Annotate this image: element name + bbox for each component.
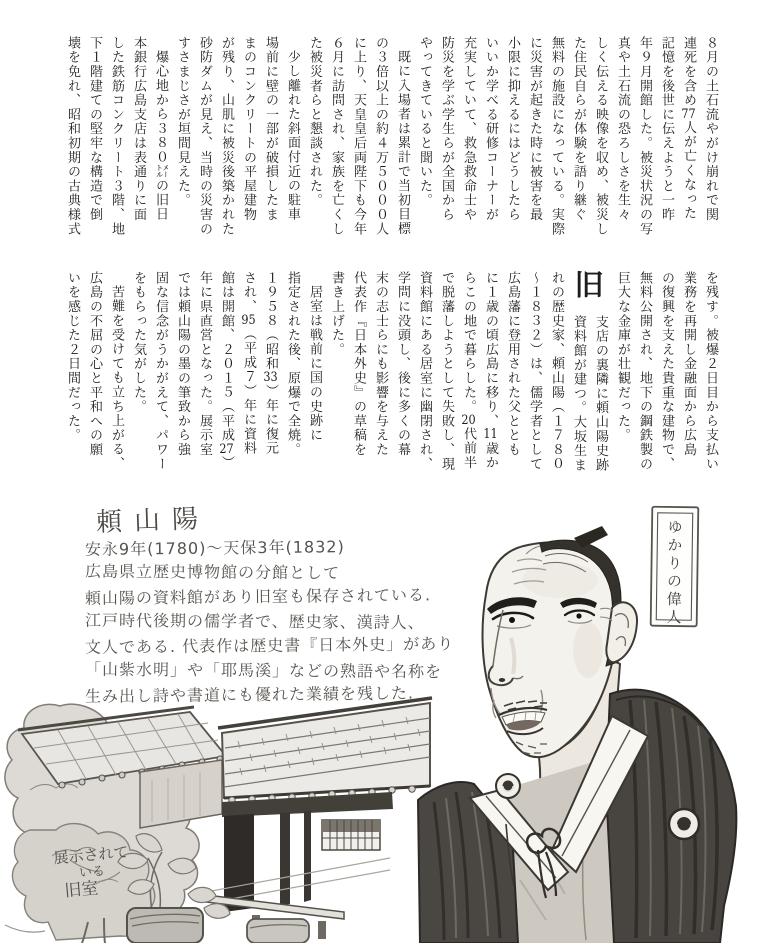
caption-line: 江戸時代後期の儒学者で、歴史家、漢詩人、: [84, 610, 425, 632]
label-line: 旧室: [63, 878, 100, 902]
caption-line: 生み出し詩や書道にも優れた業績を残した.: [84, 683, 415, 706]
label-line: いる: [78, 863, 106, 882]
text-column: 学問に没頭し、後に多くの幕: [395, 271, 410, 457]
text-column: され、95（平成７）年に資料: [241, 271, 256, 456]
paragraph-group: [611, 271, 721, 487]
text-column: 爆心地から３８０㍍の旧日: [153, 50, 168, 222]
text-column: で脱藩しようとして失敗し、現: [439, 271, 454, 472]
text-column: 苦難を受けても立ち上がる、: [109, 285, 124, 471]
text-column: ８月の土石流やがけ崩れで関: [703, 36, 718, 222]
text-column: しく伝える映像を収め、被災し: [593, 36, 608, 237]
text-column: に１歳の頃広島に移り、11歳か: [483, 271, 498, 470]
text-column: をもらった気がした。: [131, 271, 146, 414]
text-column: 代表作『日本外史』の草稿を: [351, 271, 366, 457]
text-column: 指定された後、原爆で全焼。: [285, 271, 300, 457]
text-column: 連死を含め77人が亡くなった: [681, 36, 696, 221]
text-column: した鉄筋コンクリート３階、地: [109, 36, 124, 237]
text-column: 記憶を後世に伝えようと一昨: [659, 36, 674, 222]
text-column: 年９月開館した。被災状況の写: [637, 36, 652, 237]
text-column: れの歴史家、頼山陽（１７８０: [549, 271, 564, 472]
text-column: 本銀行広島支店は表通りに面: [131, 36, 146, 222]
article-top-section: [59, 36, 721, 242]
handwritten-caption: [85, 536, 454, 708]
text-column: 資料館が建つ。大坂生ま: [571, 315, 586, 473]
text-column: 業務を再開し金融面から広島: [681, 271, 696, 457]
text-column: ～１８３２）は、儒学者として: [527, 271, 542, 472]
text-column: 広島藩に登用された父ととも: [505, 271, 520, 457]
text-column: 末の志士らにも影響を与えた: [373, 271, 388, 457]
text-column: 支店の裏隣に頼山陽史跡: [593, 315, 608, 473]
text-column: に災害が起きた時に被害を最: [527, 36, 542, 222]
text-column: が残り、山肌に被災後築かれた: [219, 36, 234, 237]
text-column: いを感じた２日間だった。: [65, 271, 80, 443]
text-column: 小限に抑えるにはどうしたら: [505, 36, 520, 222]
text-column: 居室は戦前に国の史跡に: [307, 285, 322, 443]
text-column: 資料館にある居室に幽閉され、: [417, 271, 432, 472]
text-column: いいか学べる研修コーナーが: [483, 36, 498, 222]
banner-label: ゆかりの偉人: [664, 518, 684, 628]
caption-line: 「山紫水明」や「耶馬溪」などの熟語や名称を: [84, 659, 443, 681]
text-column: 館は開館、２０１５（平成27）: [219, 271, 234, 470]
text-column: 巨大な金庫が壮観だった。: [615, 271, 630, 443]
text-column: ６月に訪問され、家族を亡くし: [329, 36, 344, 237]
ear: [606, 602, 637, 662]
text-column: まのコンクリートの平屋建物: [241, 36, 256, 222]
text-column: の３倍以上の約４万５０００人: [373, 36, 388, 237]
text-column: の復興を支えた貴重な建物で、: [659, 271, 674, 472]
text-column: 無料の施設になっている。実際: [549, 36, 564, 237]
caption-line: 広島県立歴史博物館の分館として: [84, 561, 341, 582]
text-column: らこの地で暮らした。20代前半: [461, 271, 476, 470]
dropcap-kyu: 旧: [574, 268, 604, 302]
text-column: すさまじさが垣間見えた。: [175, 36, 190, 208]
text-column: 充実していて、救急救命士や: [461, 36, 476, 222]
text-column: 壊を免れ、昭和初期の古典様式: [65, 36, 80, 237]
text-column: 無料公開され、地下の鋼鉄製の: [637, 271, 652, 472]
dropcap-group: [567, 268, 611, 487]
text-column: 下１階建ての堅牢な構造で倒: [87, 36, 102, 222]
article-mid-section: [59, 268, 721, 487]
text-column: を残す。被爆２日目から支払い: [703, 271, 718, 472]
text-column: た住民自らが体験を語り継ぐ: [571, 36, 586, 222]
caption-line: 頼山陽の資料館があり旧室も保存されている.: [84, 585, 432, 608]
caption-line: 文人である. 代表作は歴史書『日本外史」があり: [84, 634, 455, 657]
text-column: 年に県直営となった。展示室: [197, 271, 212, 457]
old-room-label: [53, 844, 132, 901]
text-column: 少し離れた斜面付近の駐車: [285, 50, 300, 222]
caption-line: 安永9年(1780)～天保3年(1832): [84, 537, 345, 559]
portrait-name-title: 頼山陽: [95, 504, 211, 538]
text-column: やってきていると聞いた。: [417, 36, 432, 208]
paragraph-group: [61, 271, 567, 487]
label-line: 展示されて: [52, 842, 130, 868]
text-column: た被災者らと懇談された。: [307, 36, 322, 208]
text-column: 既に入場者は累計で当初目標: [395, 50, 410, 236]
text-column: 書き上げた。: [329, 271, 344, 357]
text-column: 固な信念がうかがえて、パワー: [153, 271, 168, 472]
text-column: では頼山陽の墨の筆致から強: [175, 271, 190, 457]
text-column: 広島の不屈の心と平和への願: [87, 271, 102, 457]
text-column: に上り、天皇皇后両陛下も今年: [351, 36, 366, 237]
text-column: 防災を学ぶ学生らが全国から: [439, 36, 454, 222]
lattice-window: [322, 820, 380, 850]
illustration-panel: [0, 495, 765, 943]
text-column: １９５８（昭和33）年に復元: [263, 271, 278, 456]
text-column: 場前に壁の一部が破損したま: [263, 36, 278, 222]
text-column: 真や土石流の恐ろしさを生々: [615, 36, 630, 222]
text-column: 砂防ダムが見え、当時の災害の: [197, 36, 212, 237]
